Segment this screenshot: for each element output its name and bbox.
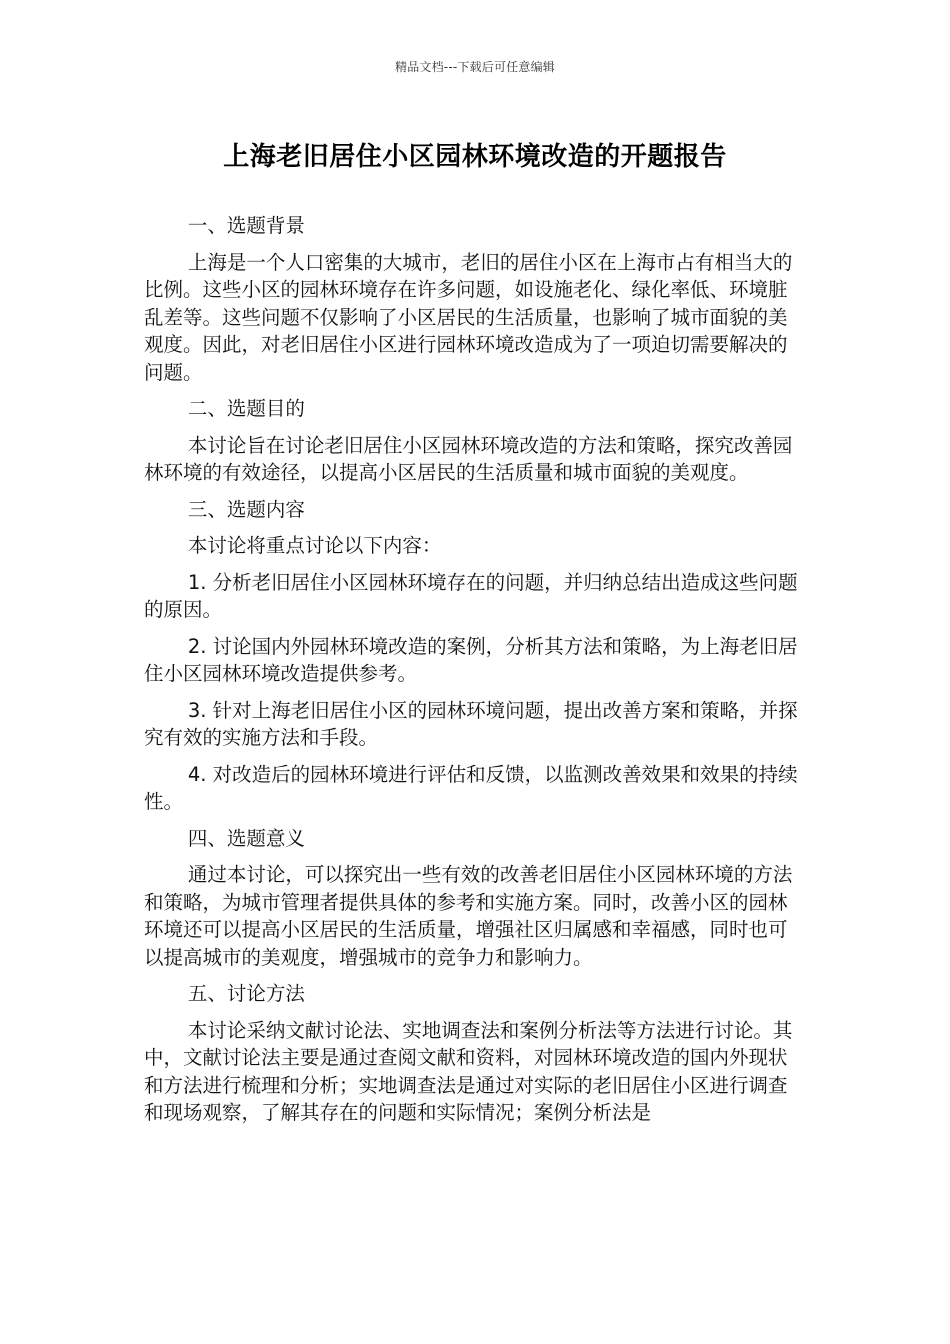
list-item-content-2: 2. 讨论国内外园林环境改造的案例，分析其方法和策略，为上海老旧居住小区园林环境改造提供参考。 xyxy=(144,634,798,685)
paragraph-background: 上海是一个人口密集的大城市，老旧的居住小区在上海市占有相当大的比例。这些小区的园林环境存在许多问题，如设施老化、绿化率低、环境脏乱差等。这些问题不仅影响了小区居民的生活质量，也影响了城市面貌的美观度。因此，对老旧居住小区进行园林环境改造成为了一项迫切需要解决的问题。 xyxy=(144,250,793,384)
document-body xyxy=(144,212,804,1136)
section-heading-method: 五、讨论方法 xyxy=(187,982,305,1005)
header-note: 精品文档---下载后可任意编辑 xyxy=(395,60,555,74)
section-heading-content: 三、选题内容 xyxy=(187,497,305,521)
paragraph-purpose: 本讨论旨在讨论老旧居住小区园林环境改造的方法和策略，探究改善园林环境的有效途径，以提高小区居民的生活质量和城市面貌的美观度。 xyxy=(144,433,793,484)
list-item-content-3: 3. 针对上海老旧居住小区的园林环境问题，提出改善方案和策略，并探究有效的实施方法和手段。 xyxy=(144,698,798,749)
paragraph-significance: 通过本讨论，可以探究出一些有效的改善老旧居住小区园林环境的方法和策略，为城市管理者提供具体的参考和实施方案。同时，改善小区的园林环境还可以提高小区居民的生活质量，增强社区归属感和幸福感，同时也可以提高城市的美观度，增强城市的竞争力和影响力。 xyxy=(144,863,793,969)
list-item-content-4: 4. 对改造后的园林环境进行评估和反馈，以监测改善效果和效果的持续性。 xyxy=(144,762,798,813)
paragraph-content-intro: 本讨论将重点讨论以下内容： xyxy=(187,534,442,557)
section-heading-significance: 四、选题意义 xyxy=(187,826,305,850)
paragraph-method: 本讨论采纳文献讨论法、实地调查法和案例分析法等方法进行讨论。其中，文献讨论法主要是通过查阅文献和资料，对园林环境改造的国内外现状和方法进行梳理和分析；实地调查法是通过对实际的老旧居住小区进行调查和现场观察，了解其存在的问题和实际情况；案例分析法是 xyxy=(144,1018,793,1124)
section-heading-background: 一、选题背景 xyxy=(187,214,305,237)
list-item-content-1: 1. 分析老旧居住小区园林环境存在的问题，并归纳总结出造成这些问题的原因。 xyxy=(144,570,798,621)
section-heading-purpose: 二、选题目的 xyxy=(187,397,305,420)
document-title: 上海老旧居住小区园林环境改造的开题报告 xyxy=(223,142,727,172)
